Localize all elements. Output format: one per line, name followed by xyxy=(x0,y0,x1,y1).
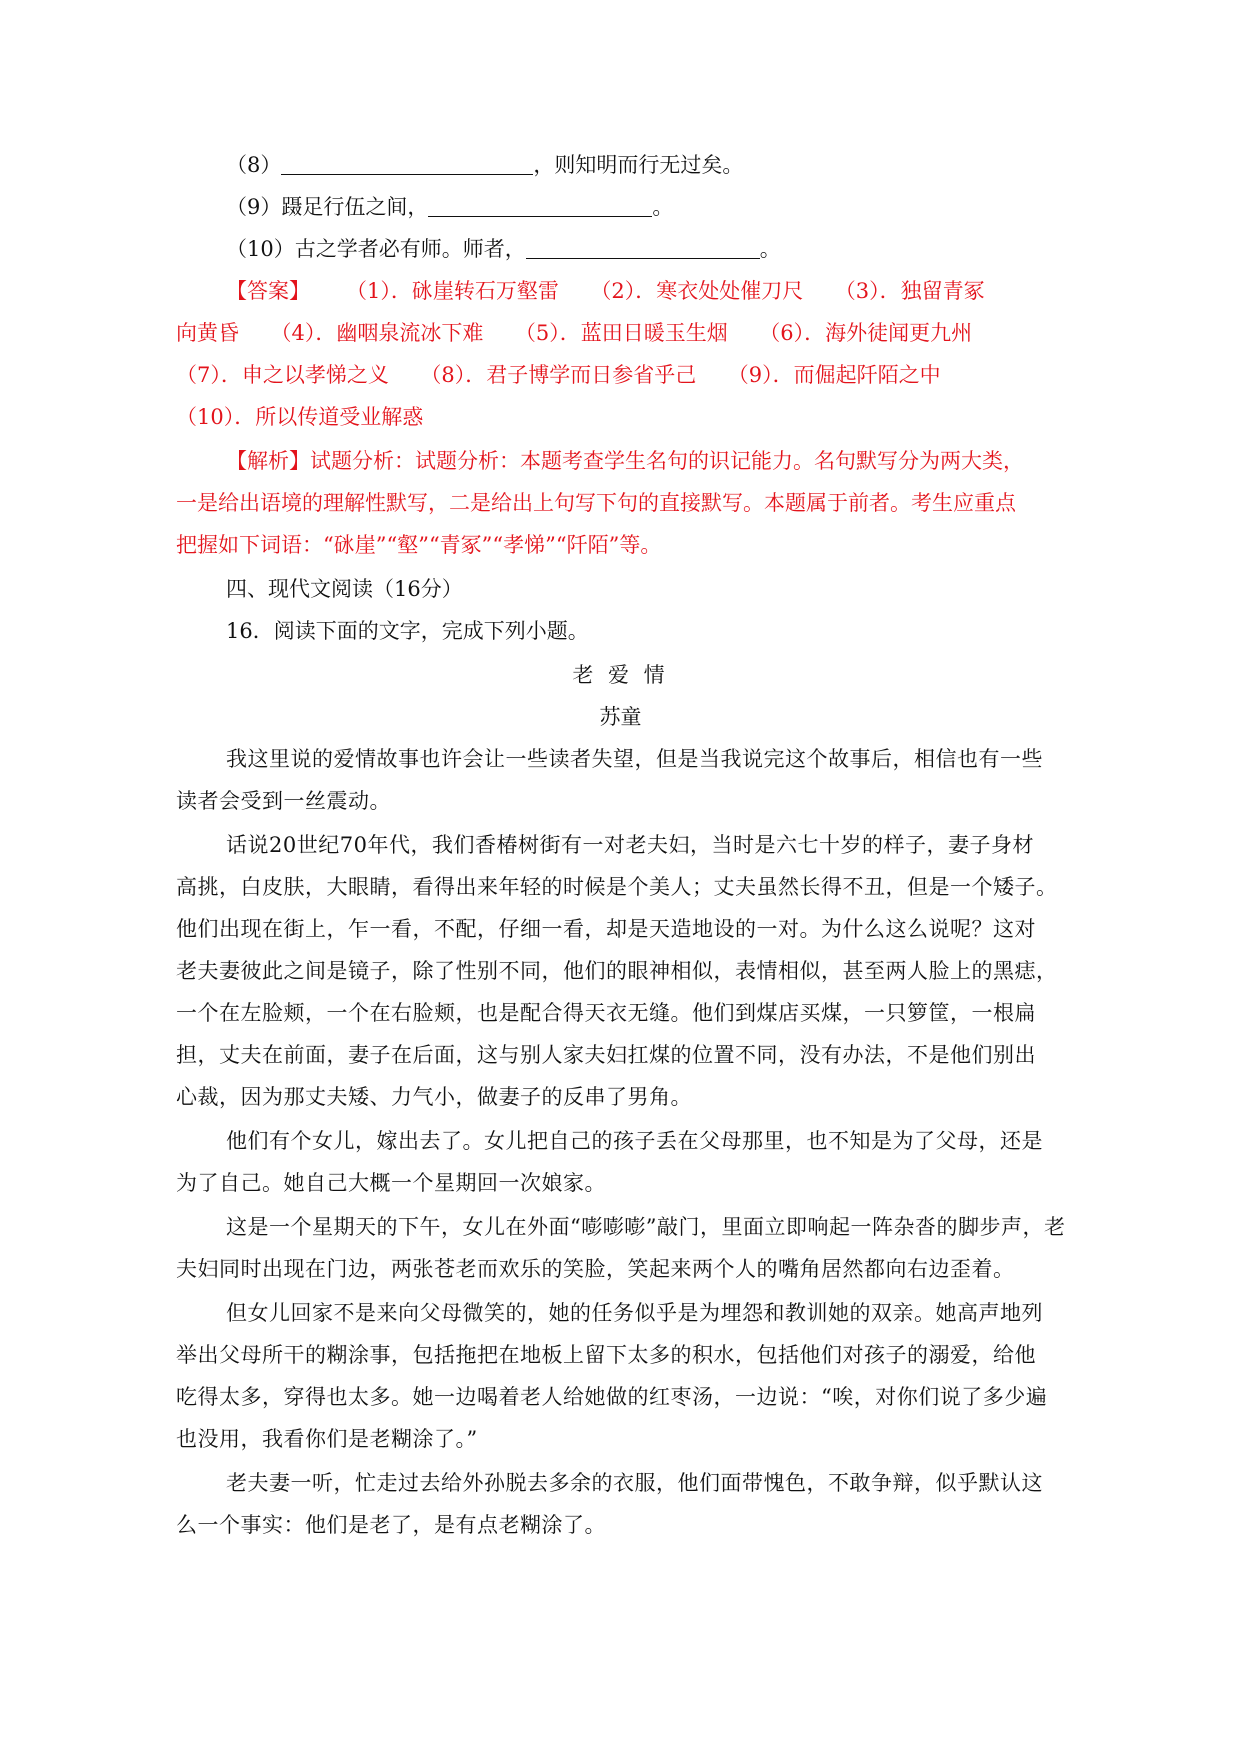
question-text: 古之学者必有师。师者， xyxy=(294,237,526,261)
question-10 xyxy=(226,234,781,264)
paragraph-2-line-6: 担，丈夫在前面，妻子在后面，这与别人家夫妇扛煤的位置不同，没有办法，不是他们别出 xyxy=(176,1043,1036,1067)
paragraph-2-line-5: 一个在左脸颊，一个在右脸颊，也是配合得天衣无缝。他们到煤店买煤，一只箩筐，一根扁 xyxy=(176,1001,1036,1025)
answer-blank[interactable] xyxy=(428,194,652,217)
paragraph-5-line-4: 也没用，我看你们是老糊涂了。” xyxy=(176,1427,478,1451)
paragraph-5-line-3: 吃得太多，穿得也太多。她一边喝着老人给她做的红枣汤，一边说：“唉，对你们说了多少遍 xyxy=(176,1385,1048,1409)
answer-text: （1）．砯崖转石万壑雷 （2）．寒衣处处催刀尺 （3）．独留青冢 xyxy=(346,279,985,303)
paragraph-4-line-2: 夫妇同时出现在门边，两张苍老而欢乐的笑脸，笑起来两个人的嘴角居然都向右边歪着。 xyxy=(176,1257,1015,1281)
analysis-line-1 xyxy=(226,446,1024,476)
paragraph-1-line-1: 我这里说的爱情故事也许会让一些读者失望，但是当我说完这个故事后，相信也有一些 xyxy=(226,747,1043,771)
answer-line-2: 向黄昏 （4）．幽咽泉流冰下难 （5）．蓝田日暖玉生烟 （6）．海外徒闻更九州 xyxy=(176,321,973,345)
answer-line-4: （10）．所以传道受业解惑 xyxy=(176,405,424,429)
paragraph-4-line-1: 这是一个星期天的下午，女儿在外面“嘭嘭嘭”敲门，里面立即响起一阵杂沓的脚步声，老 xyxy=(226,1215,1066,1239)
question-number: （9） xyxy=(226,195,282,219)
article-title: 老 爱 情 xyxy=(572,663,669,687)
answer-line-1 xyxy=(226,276,985,306)
paragraph-2-line-7: 心裁，因为那丈夫矮、力气小，做妻子的反串了男角。 xyxy=(176,1085,692,1109)
section-question: 16．阅读下面的文字，完成下列小题。 xyxy=(226,619,589,643)
paragraph-6-line-1: 老夫妻一听，忙走过去给外孙脱去多余的衣服，他们面带愧色，不敢争辩，似乎默认这 xyxy=(226,1471,1043,1495)
paragraph-3-line-2: 为了自己。她自己大概一个星期回一次娘家。 xyxy=(176,1171,606,1195)
paragraph-2-line-2: 高挑，白皮肤，大眼睛，看得出来年轻的时候是个美人；丈夫虽然长得不丑，但是一个矮子。 xyxy=(176,875,1058,899)
article-author: 苏童 xyxy=(599,705,642,729)
paragraph-5-line-1: 但女儿回家不是来向父母微笑的，她的任务似乎是为埋怨和教训她的双亲。她高声地列 xyxy=(226,1301,1043,1325)
paragraph-2-line-4: 老夫妻彼此之间是镜子，除了性别不同，他们的眼神相似，表情相似，甚至两人脸上的黑痣， xyxy=(176,959,1058,983)
question-text: 。 xyxy=(652,195,674,219)
paragraph-2-line-3: 他们出现在街上，乍一看，不配，仔细一看，却是天造地设的一对。为什么这么说呢？这对 xyxy=(176,917,1036,941)
paragraph-5-line-2: 举出父母所干的糊涂事，包括拖把在地板上留下太多的积水，包括他们对孩子的溺爱，给他 xyxy=(176,1343,1036,1367)
paragraph-1-line-2: 读者会受到一丝震动。 xyxy=(176,789,391,813)
question-9 xyxy=(226,192,673,222)
question-text: ，则知明而行无过矣。 xyxy=(533,153,744,177)
answer-blank[interactable] xyxy=(526,236,760,259)
analysis-line-2: 一是给出语境的理解性默写，二是给出上句写下句的直接默写。本题属于前者。考生应重点 xyxy=(176,491,1016,515)
answer-blank[interactable] xyxy=(281,152,533,175)
question-number: （10） xyxy=(226,237,295,261)
answer-heading: 【答案】 xyxy=(226,279,310,303)
paragraph-3-line-1: 他们有个女儿，嫁出去了。女儿把自己的孩子丢在父母那里，也不知是为了父母，还是 xyxy=(226,1129,1043,1153)
question-number: （8） xyxy=(226,153,282,177)
question-text: 蹑足行伍之间， xyxy=(281,195,429,219)
paragraph-2-line-1: 话说20世纪70年代，我们香椿树街有一对老夫妇，当时是六七十岁的样子，妻子身材 xyxy=(226,833,1034,857)
question-8 xyxy=(226,150,743,180)
analysis-line-3: 把握如下词语：“砯崖”“壑”“青冢”“孝悌”“阡陌”等。 xyxy=(176,533,662,557)
paragraph-6-line-2: 么一个事实：他们是老了，是有点老糊涂了。 xyxy=(176,1513,606,1537)
analysis-text: 试题分析：试题分析：本题考查学生名句的识记能力。名句默写分为两大类， xyxy=(310,449,1024,473)
section-title: 四、现代文阅读（16分） xyxy=(226,577,463,601)
question-text: 。 xyxy=(759,237,781,261)
answer-line-3: （7）．申之以孝悌之义 （8）．君子博学而日参省乎己 （9）．而倔起阡陌之中 xyxy=(176,363,941,387)
analysis-heading: 【解析】 xyxy=(226,449,310,473)
